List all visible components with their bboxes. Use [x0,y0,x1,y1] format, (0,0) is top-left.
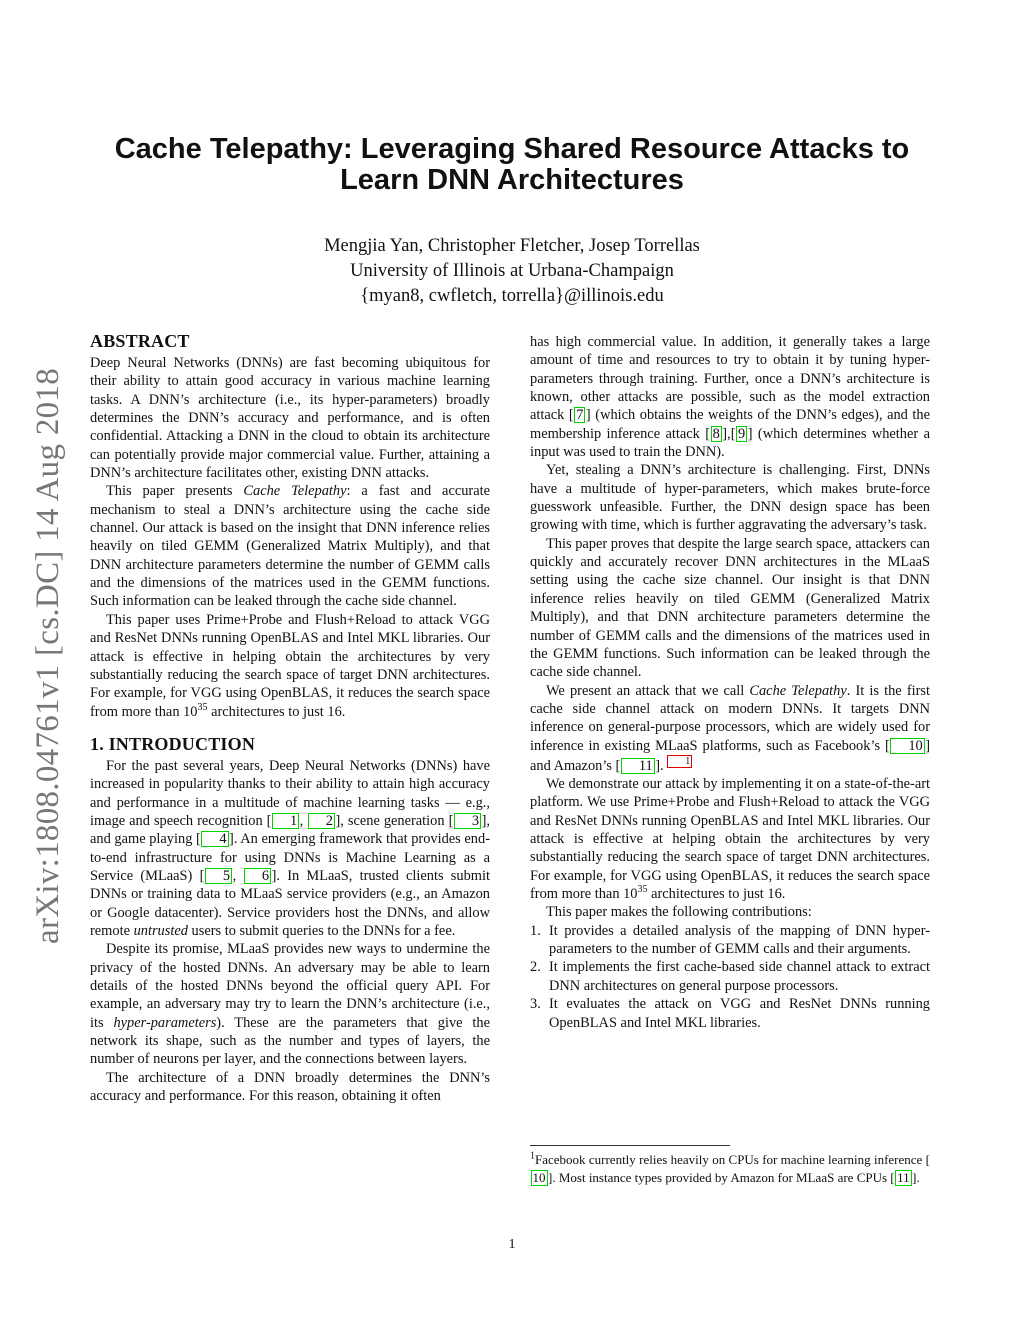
intro-paragraph-7: We demonstrate our attack by implementing it on a state-of-the-art platform. We use Prime+Probe and Flush+Reload to attack the VGG and ResNet DNNs running OpenBLAS and Intel MKL libraries. Our attack is effective at helping obtain the architectures by very substantially reducing the search space of target DNN architectures. For example, for VGG using OpenBLAS, it reduces the search space from more than $10^{35}$ architectures to just 16. [530,776,930,903]
author-affiliation: University of Illinois at Urbana-Champaign [350,261,674,281]
citation-link[interactable]: 2 [308,813,335,829]
title-line-1: Cache Telepathy: Leveraging Shared Resource Attacks to [114,133,910,165]
page-number: 1 [508,1237,516,1252]
abstract-paragraph-2: This paper presents Cache Telepathy: a fast and accurate mechanism to steal a DNN’s architecture using the cache side channel. Our attack is based on the insight that DNN inference relies heavily on tiled GEMM (Generalized Matrix Multiply), and that DNN architecture parameters determine the number of GEMM calls and the dimensions of the matrices used in the GEMM functions. Such information can be leaked through the cache side channel. [90,483,490,610]
citation-link[interactable]: 4 [201,831,228,847]
footnote-divider [530,1145,730,1146]
intro-paragraph-6: We present an attack that we call Cache Telepathy. It is the first cache side channel attack on modern DNNs. It targets DNN inference on general-purpose processors, which are widely used for inference in existing MLaaS platforms, such as Facebook’s [ 10 ] and Amazon’s [ 11 ]. 1 [530,682,931,774]
citation-link[interactable]: 11 [897,1169,910,1185]
abstract-paragraph-1: Deep Neural Networks (DNNs) are fast becoming ubiquitous for their ability to attain good accuracy in various machine learning tasks. A DNN’s architecture (i.e., its hyper-parameters) broadly determines the DNN’s accuracy and performance, and is often confidential. Attacking a DNN in the cloud to obtain its architecture can potentially provide major commercial value. Further, attaining a DNN’s architecture facilitates other, existing DNN attacks. [90,355,490,482]
left-column [90,330,490,1105]
intro-paragraph-4: Yet, stealing a DNN’s architecture is challenging. First, DNNs have a multitude of hyper-parameters, which makes brute-force guesswork unfeasible. Further, the DNN design space has been growing with time, which is further aggravating the adversary’s task. [530,462,930,534]
citation-link[interactable]: 5 [205,868,232,884]
citation-link[interactable]: 10 [890,738,924,754]
list-item: 2. It implements the first cache-based side channel attack to extract DNN architectures on general purpose processors. [530,959,930,994]
abstract-heading: ABSTRACT [90,331,190,351]
list-item: 3. It evaluates the attack on VGG and ResNet DNNs running OpenBLAS and Intel MKL libraries. [530,996,930,1031]
arxiv-identifier: arXiv:1808.04761v1 [cs.DC] 14 Aug 2018 [30,367,66,944]
author-emails: {myan8, cwfletch, torrella}@illinois.edu [360,286,664,306]
citation-link[interactable]: 9 [737,425,746,442]
intro-paragraph-5: This paper proves that despite the large search space, attackers can quickly and accurately recover DNN architectures in the MLaaS setting using the cache size channel. Our insight is that DNN inference relies heavily on tiled GEMM (Generalized Matrix Multiply), and that DNN architecture parameters determine the number of GEMM calls and the dimensions of the matrices used in the GEMM functions. Such information can be leaked through the cache side channel. [530,535,930,681]
contributions-list [530,922,930,1032]
intro-paragraph-2: Despite its promise, MLaaS provides new ways to undermine the privacy of the hosted DNNs. An adversary may be able to learn details of the hosted DNNs beyond the official query API. For example, an adversary may try to learn the DNN’s architecture (i.e., its hyper-parameters). These are the parameters that give the network its shape, such as the number and types of layers, the number of neurons per layer, and the connections between layers. [90,941,490,1068]
right-column [530,333,930,1032]
list-item: 1. It provides a detailed analysis of the mapping of DNN hyper-parameters to the number of GEMM calls and their arguments. [530,922,930,958]
intro-paragraph-3-continued: has high commercial value. In addition, it generally takes a large amount of time and resources to try to obtain it by tuning hyper-parameters through training. Further, once a DNN’s architecture is known, other attacks are possible, such as the model extraction attack [ 7 ] (which obtains the weights of the DNN’s edges), and the membership inference attack [ 8 ],[ 9 ] (which determines whether a input was used to train the DNN). [530,334,931,461]
introduction-heading: 1. INTRODUCTION [90,733,256,754]
intro-paragraph-3: The architecture of a DNN broadly determines the DNN’s accuracy and performance. For this reason, obtaining it often [90,1069,490,1105]
author-names: Mengjia Yan, Christopher Fletcher, Josep Torrellas [324,236,700,256]
footnote: $^1$Facebook currently relies heavily on CPUs for machine learning inference [10 ]. Most instance types provided by Amazon for MLaaS are CPUs [ 11 ]. [530,1150,930,1185]
citation-link[interactable]: 10 [532,1169,546,1185]
abstract-paragraph-3: This paper uses Prime+Probe and Flush+Reload to attack VGG and ResNet DNNs running OpenBLAS and Intel MKL libraries. Our attack is effective in helping obtain the architectures by very substantially reducing the search space of target DNN architectures. For example, for VGG using OpenBLAS, it reduces the search space from more than $10^{35}$ architectures to just 16. [90,611,490,720]
intro-paragraph-8: This paper makes the following contributions: [546,904,812,921]
footnote-reference-link[interactable]: 1 [667,755,692,768]
author-block [110,234,914,309]
citation-link[interactable]: 6 [244,868,271,884]
citation-link[interactable]: 8 [712,425,720,442]
citation-link[interactable]: 3 [454,813,481,829]
citation-link[interactable]: 7 [576,407,584,424]
citation-link[interactable]: 1 [272,813,299,829]
citation-link[interactable]: 11 [621,758,655,774]
title-line-2: Learn DNN Architectures [340,164,684,196]
intro-paragraph-1: For the past several years, Deep Neural Networks (DNNs) have increased in popularity thanks to their ability to attain high accuracy and performance in a multitude of machine learning tasks — e.g., image and speech recognition [ 1 , 2 ], scene generation [ 3 ], and game playing [ 4 ]. An emerging framework that provides end-to-end infrastructure for using DNNs is Machine Learning as a Service (MLaaS) [ 5 , 6 ]. In MLaaS, trusted clients submit DNNs or training data to MLaaS service providers (e.g., an Amazon or Google datacenter). Service providers host the DNNs, and allow remote untrusted users to submit queries to the DNNs for a fee. [90,757,490,939]
paper-title [60,134,964,196]
